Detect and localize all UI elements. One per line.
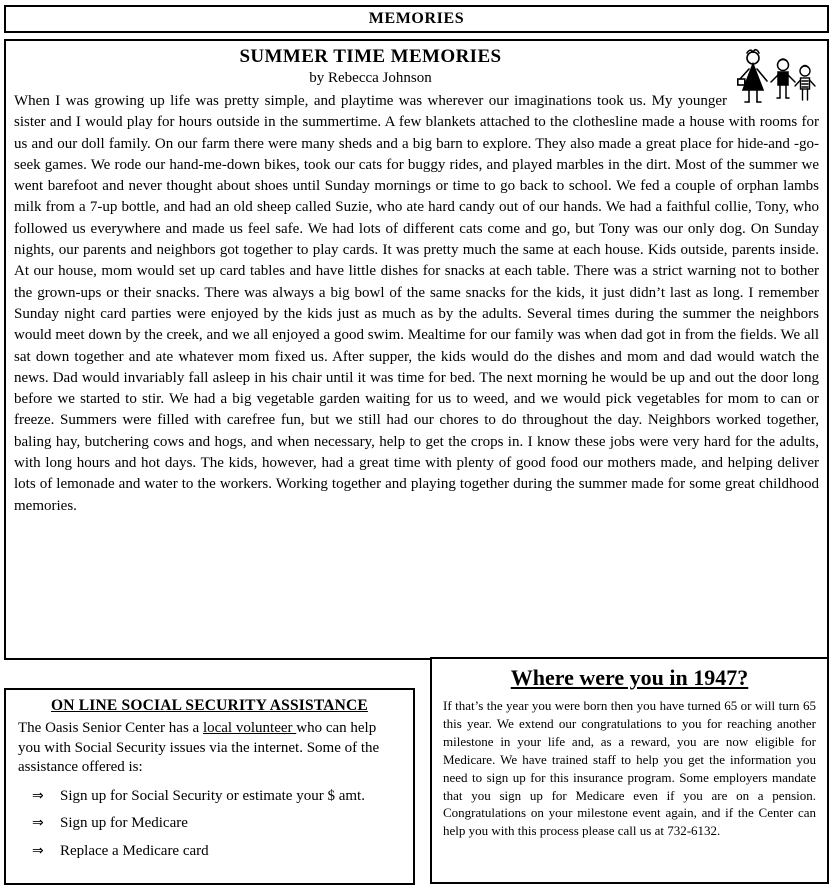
intro-text-before: The Oasis Senior Center has a	[18, 720, 203, 736]
double-arrow-bullet-icon: ⇒	[32, 815, 44, 832]
list-item	[18, 814, 401, 833]
bullet-text-replace-card: Replace a Medicare card	[60, 842, 209, 859]
double-arrow-bullet-icon: ⇒	[32, 842, 44, 859]
article-byline: by Rebecca Johnson	[309, 70, 432, 86]
list-item	[18, 842, 401, 861]
social-security-title: ON LINE SOCIAL SECURITY ASSISTANCE	[51, 697, 368, 714]
where-1947-body: If that’s the year you were born then you have turned 65 or will turn 65 this year. We extend our congratulations to you for reaching another milestone in your life and, as a reward, you are now eligible for Medicare. We have trained staff to help you get the information you need to sign up for this insurance program. Some employers mandate that you sign up for Medicare even if you are on a pension. Congratulations on your milestone event again, and if the Center can help you with this process please call us at 732-6132.	[443, 698, 816, 839]
page-title: MEMORIES	[368, 10, 465, 27]
social-security-box	[4, 688, 415, 885]
bullet-text-signup-ss: Sign up for Social Security or estimate your $ amt.	[60, 787, 365, 804]
list-item	[18, 787, 401, 806]
summer-memories-article	[4, 39, 829, 660]
social-security-intro	[18, 719, 401, 778]
article-body: When I was growing up life was pretty simple, and playtime was wherever our imaginations took us. My younger sister and I would play for hours outside in the summertime. A few blankets attached to the clothesline made a house with rooms for us and our doll family. On our farm there were many sheds and a big barn to explore. They also made a great place for hide-and -go-seek games. We rode our hand-me-down bikes, took our cats for buggy rides, and played marbles in the dirt. Most of the summer we went barefoot and never thought about shoes until Sunday mornings or time to go back to school. We fed a couple of orphan lambs milk from a 7-up bottle, and had an old sheep called Suzie, who ate hard candy out of our hands. We had a faithful collie, Tony, who followed us everywhere and made us feel safe. We had lots of different cats come and go, but Tony was our only dog. On Sunday nights, our parents and neighbors got together to play cards. It was pretty much the same at each house. Kids outside, parents inside. At our house, mom would set up card tables and have little dishes for snacks at each table. There was a strict warning not to bother the grown-ups or their snacks. There was always a big bowl of the same snacks for the kids, it just didn’t last as long. I remember Sunday night card parties were enjoyed by the kids just as much as by the adults. Several times during the summer the neighbors would meet down by the creek, and we all enjoyed a good swim. Mealtime for our family was when dad got in from the fields. We all sat down together and ate whatever mom fixed us. After supper, the kids would do the dishes and mom and dad would watch the news. Dad would invariably fall asleep in his chair until it was time for bed. The next morning he would be up and out the door long before we started to stir. We had a big vegetable garden waiting for us to weed, and we would pick vegetables for mom to can or freeze. Summers were filled with carefree fun, but we still had our chores to do throughout the day. Neighbors worked together, baling hay, butchering cows and hogs, and when necessary, help to get the crops in. I know these jobs were very hard for the adults, with long hours and hot days. The kids, however, had a great time with plenty of good food our mothers made, and helping deliver lots of lemonade and water to the workers. Working together and playing together during the summer made for some great childhood memories.	[14, 93, 819, 514]
where-1947-box	[430, 657, 829, 884]
bullet-text-signup-medicare: Sign up for Medicare	[60, 815, 188, 832]
intro-text-after: who can help you with Social Security issues via the internet. Some of the assistance offered is:	[18, 720, 380, 776]
family-clipart-icon	[737, 48, 817, 108]
where-1947-title: Where were you in 1947?	[510, 665, 749, 690]
local-volunteer-underlined: local volunteer	[202, 720, 297, 736]
article-title: SUMMER TIME MEMORIES	[239, 46, 502, 67]
memories-header-box	[4, 5, 829, 33]
double-arrow-bullet-icon: ⇒	[32, 787, 44, 804]
